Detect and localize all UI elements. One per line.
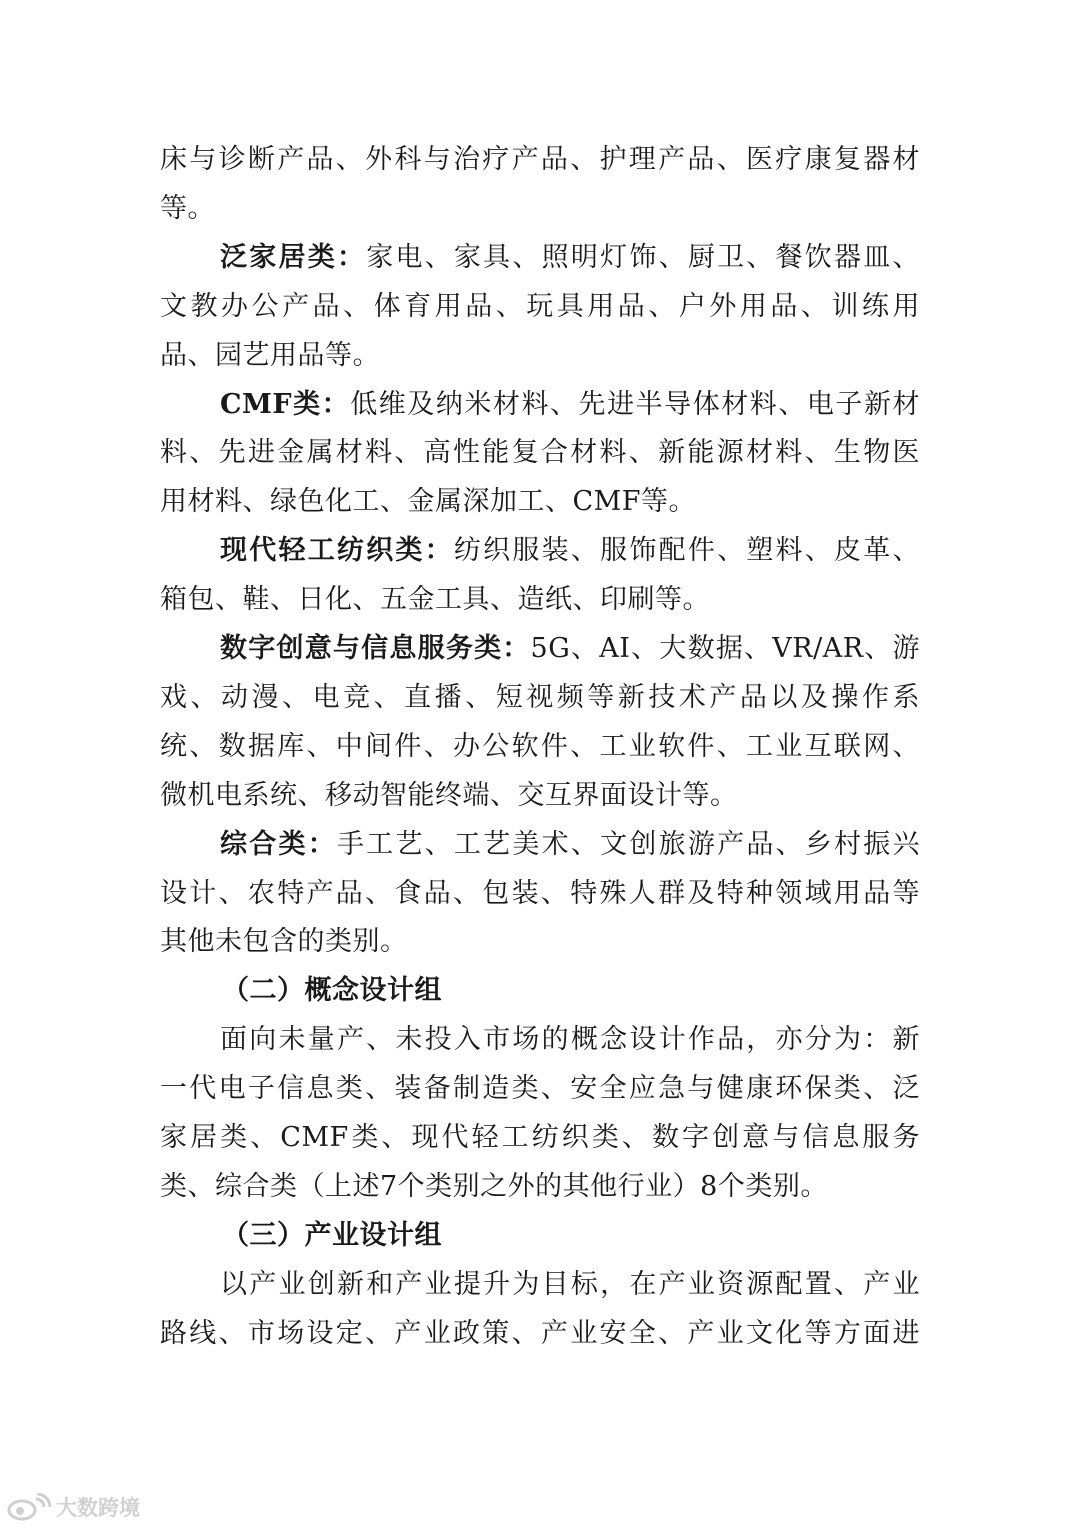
line-text: 纺织服装、服饰配件、塑料、皮革、 xyxy=(453,535,921,567)
watermark xyxy=(6,1490,140,1524)
text-line xyxy=(160,338,920,374)
line-text: 一代电子信息类、装备制造类、安全应急与健康环保类、泛 xyxy=(160,1073,920,1105)
text-line xyxy=(160,1316,920,1352)
line-text: 箱包、鞋、日化、五金工具、造纸、印刷等。 xyxy=(160,584,710,616)
line-text: 用材料、绿色化工、金属深加工、CMF等。 xyxy=(160,486,697,518)
line-text: 面向未量产、未投入市场的概念设计作品，亦分为：新 xyxy=(220,1024,920,1056)
bold-term: 数字创意与信息服务类： xyxy=(220,633,531,664)
section-heading xyxy=(222,973,622,1009)
line-text: 以产业创新和产业提升为目标，在产业资源配置、产业 xyxy=(220,1268,920,1300)
text-line xyxy=(220,1267,920,1303)
text-line xyxy=(160,680,920,716)
line-text: 低维及纳米材料、先进半导体材料、电子新材 xyxy=(350,388,921,420)
text-line xyxy=(160,1169,920,1205)
line-text: 床与诊断产品、外科与治疗产品、护理产品、医疗康复器材 xyxy=(160,144,920,175)
text-line xyxy=(160,1071,920,1107)
text-line xyxy=(160,876,920,912)
section-heading xyxy=(222,1218,622,1254)
line-text: 家居类、CMF类、现代轻工纺织类、数字创意与信息服务 xyxy=(160,1122,920,1153)
bold-term: （三）产业设计组 xyxy=(222,1219,442,1251)
text-line xyxy=(160,729,920,765)
text-line xyxy=(220,533,920,569)
text-line xyxy=(220,631,920,667)
line-text: 料、先进金属材料、高性能复合材料、新能源材料、生物医 xyxy=(160,437,920,469)
weibo-logo-icon xyxy=(6,1493,52,1521)
text-line xyxy=(160,289,920,325)
bold-term: CMF类： xyxy=(220,388,351,420)
line-text: 路线、市场设定、产业政策、产业安全、产业文化等方面进 xyxy=(160,1317,920,1349)
text-line xyxy=(160,435,920,471)
text-line xyxy=(160,191,920,227)
line-text: 5G、AI、大数据、VR/AR、游 xyxy=(530,633,920,664)
text-line xyxy=(160,582,920,618)
line-text: 等。 xyxy=(160,192,215,224)
line-text: 手工艺、工艺美术、文创旅游产品、乡村振兴 xyxy=(336,828,921,860)
line-text: 文教办公产品、体育用品、玩具用品、户外用品、训练用 xyxy=(160,290,920,322)
bold-term: 现代轻工纺织类： xyxy=(220,535,454,567)
line-text: 设计、农特产品、食品、包装、特殊人群及特种领域用品等 xyxy=(160,877,920,909)
text-line xyxy=(220,387,920,423)
line-text: 其他未包含的类别。 xyxy=(160,926,408,958)
bold-term: 泛家居类： xyxy=(220,241,367,273)
line-text: 类、综合类（上述7个类别之外的其他行业）8个类别。 xyxy=(160,1170,828,1202)
line-text: 戏、动漫、电竞、直播、短视频等新技术产品以及操作系 xyxy=(160,681,920,713)
line-text: 微机电系统、移动智能终端、交互界面设计等。 xyxy=(160,779,738,811)
text-line xyxy=(160,924,920,960)
text-line xyxy=(160,142,920,178)
text-line xyxy=(160,484,920,520)
watermark-text: 大数跨境 xyxy=(56,1496,140,1520)
text-line xyxy=(160,1120,920,1156)
line-text: 统、数据库、中间件、办公软件、工业软件、工业互联网、 xyxy=(160,730,920,762)
bold-term: 综合类： xyxy=(220,828,337,860)
line-text: 家电、家具、照明灯饰、厨卫、餐饮器皿、 xyxy=(366,241,921,273)
bold-term: （二）概念设计组 xyxy=(222,975,442,1007)
line-text: 品、园艺用品等。 xyxy=(160,339,380,371)
text-line xyxy=(220,827,920,863)
text-line xyxy=(220,240,920,276)
text-line xyxy=(220,1022,920,1058)
text-line xyxy=(160,778,920,814)
